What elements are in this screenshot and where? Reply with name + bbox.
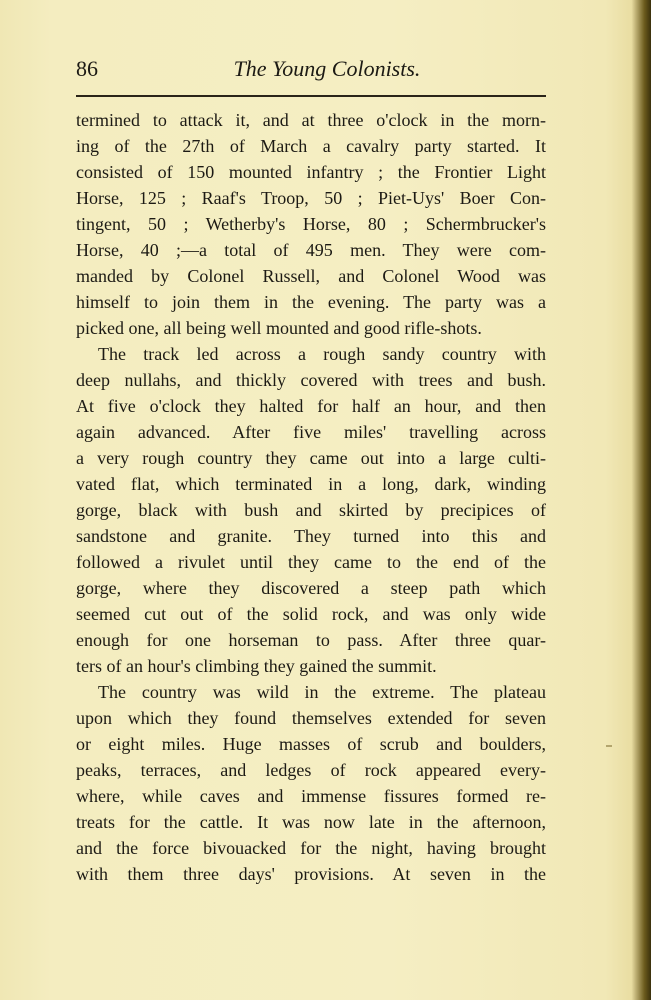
text-line: treats for the cattle. It was now late in the afternoon, bbox=[76, 812, 546, 832]
text-line: vated flat, which terminated in a long, dark, winding bbox=[76, 474, 546, 494]
text-line: sandstone and granite. They turned into this and bbox=[76, 526, 546, 546]
text-line: picked one, all being well mounted and good rifle-shots. bbox=[76, 318, 482, 338]
text-line: ters of an hour's climbing they gained the summit. bbox=[76, 656, 437, 676]
running-title: The Young Colonists. bbox=[233, 56, 421, 81]
text-line: himself to join them in the evening. The party was a bbox=[76, 292, 546, 312]
text-line: where, while caves and immense fissures formed re- bbox=[76, 786, 546, 806]
text-line: with them three days' provisions. At seven in the bbox=[76, 864, 546, 884]
paragraph bbox=[76, 341, 546, 679]
text-line: tingent, 50 ; Wetherby's Horse, 80 ; Schermbrucker's bbox=[76, 214, 546, 234]
text-line: manded by Colonel Russell, and Colonel Wood was bbox=[76, 266, 546, 286]
margin-mark bbox=[606, 745, 612, 747]
text-line: peaks, terraces, and ledges of rock appeared every- bbox=[76, 760, 546, 780]
body-text bbox=[76, 107, 546, 887]
text-line: seemed cut out of the solid rock, and was only wide bbox=[76, 604, 546, 624]
header-rule bbox=[76, 95, 546, 97]
running-head bbox=[76, 52, 546, 84]
text-line: The track led across a rough sandy country with bbox=[98, 344, 546, 364]
paragraph bbox=[76, 107, 546, 341]
text-line: gorge, where they discovered a steep path which bbox=[76, 578, 546, 598]
text-line: ing of the 27th of March a cavalry party started. It bbox=[76, 136, 546, 156]
text-line: a very rough country they came out into a large culti- bbox=[76, 448, 546, 468]
text-line: followed a rivulet until they came to the end of the bbox=[76, 552, 546, 572]
text-line: Horse, 125 ; Raaf's Troop, 50 ; Piet-Uys' Boer Con- bbox=[76, 188, 546, 208]
text-line: gorge, black with bush and skirted by precipices of bbox=[76, 500, 546, 520]
text-line: The country was wild in the extreme. The plateau bbox=[98, 682, 546, 702]
text-line: and the force bivouacked for the night, having brought bbox=[76, 838, 546, 858]
text-line: deep nullahs, and thickly covered with trees and bush. bbox=[76, 370, 546, 390]
text-line: Horse, 40 ;—a total of 495 men. They were com- bbox=[76, 240, 546, 260]
text-line: again advanced. After five miles' travelling across bbox=[76, 422, 546, 442]
text-line: termined to attack it, and at three o'clock in the morn- bbox=[76, 110, 546, 130]
page-number: 86 bbox=[76, 56, 98, 81]
text-line: upon which they found themselves extended for seven bbox=[76, 708, 546, 728]
text-line: At five o'clock they halted for half an hour, and then bbox=[76, 396, 546, 416]
text-line: or eight miles. Huge masses of scrub and boulders, bbox=[76, 734, 546, 754]
text-line: enough for one horseman to pass. After three quar- bbox=[76, 630, 546, 650]
paragraph bbox=[76, 679, 546, 887]
text-line: consisted of 150 mounted infantry ; the Frontier Light bbox=[76, 162, 546, 182]
